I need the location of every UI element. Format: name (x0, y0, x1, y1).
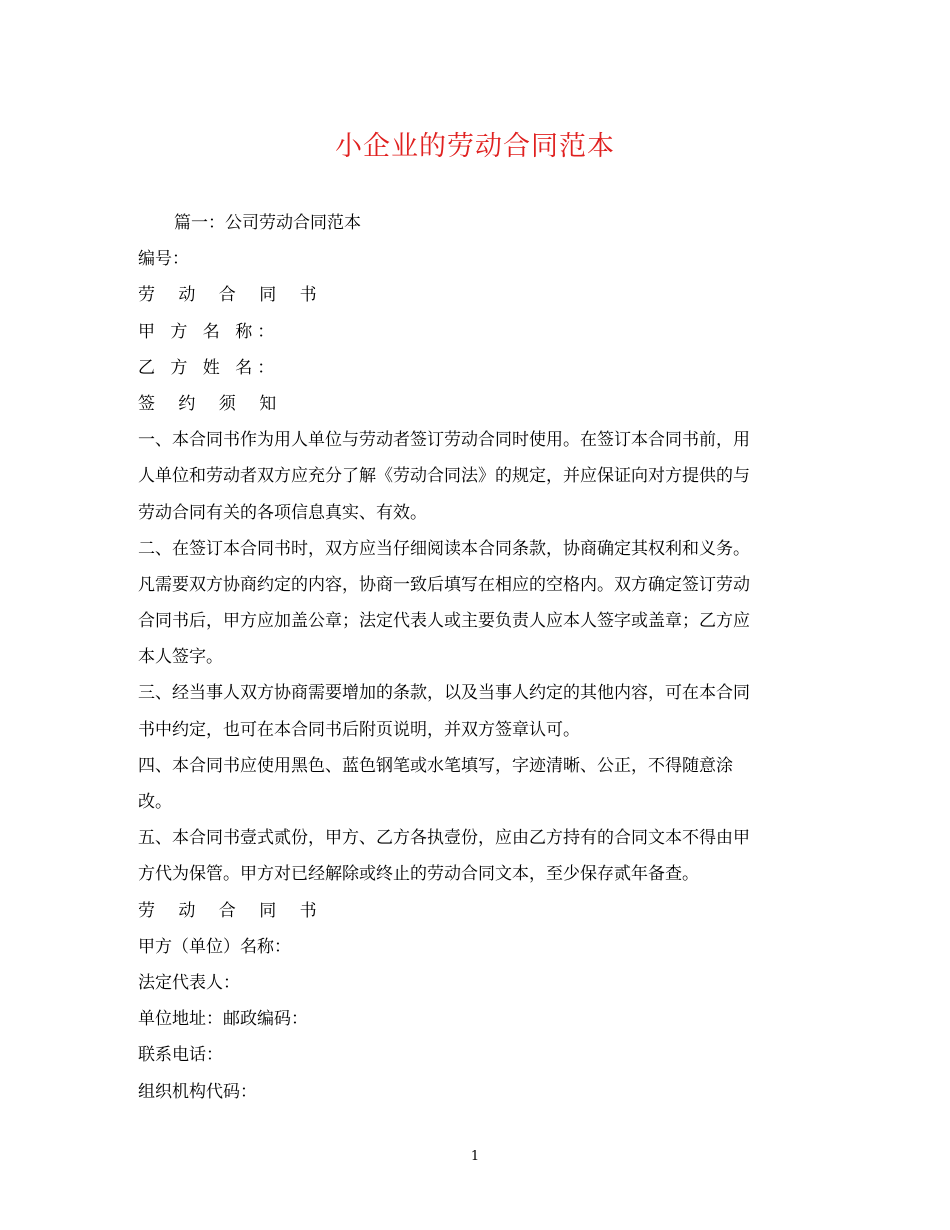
paragraph-line: 二、在签订本合同书时，双方应当仔细阅读本合同条款，协商确定其权利和义务。 (138, 538, 750, 559)
signing-notice-heading: 签 约 须 知 (138, 393, 286, 414)
paragraph-line: 改。 (138, 792, 172, 812)
paragraph-line: 劳动合同有关的各项信息真实、有效。 (138, 502, 427, 523)
paragraph-line: 一、本合同书作为用人单位与劳动者签订劳动合同时使用。在签订本合同书前，用 (138, 430, 750, 451)
field-unit-address: 单位地址：邮政编码： (138, 1009, 308, 1030)
field-organization-code: 组织机构代码： (138, 1081, 257, 1102)
paragraph-line: 本人签字。 (138, 647, 223, 668)
paragraph-line: 三、经当事人双方协商需要增加的条款，以及当事人约定的其他内容，可在本合同 (138, 683, 750, 704)
field-legal-representative: 法定代表人： (138, 972, 240, 993)
field-phone: 联系电话： (138, 1045, 223, 1066)
field-number: 编号： (138, 249, 189, 270)
paragraph-line: 凡需要双方协商约定的内容，协商一致后填写在相应的空格内。双方确定签订劳动 (138, 574, 750, 595)
contract-heading: 劳 动 合 同 书 (138, 285, 326, 306)
field-party-b-name: 乙 方 姓 名： (138, 357, 280, 378)
field-party-a-name: 甲 方 名 称： (138, 321, 280, 342)
page-number: 1 (470, 1149, 480, 1164)
field-party-a-unit-name: 甲方（单位）名称： (138, 936, 291, 957)
paragraph-line: 四、本合同书应使用黑色、蓝色钢笔或水笔填写，字迹清晰、公正，不得随意涂 (138, 755, 733, 776)
paragraph-line: 五、本合同书壹式贰份，甲方、乙方各执壹份，应由乙方持有的合同文本不得由甲 (138, 828, 750, 849)
paragraph-line: 合同书后，甲方应加盖公章；法定代表人或主要负责人应本人签字或盖章；乙方应 (138, 611, 750, 632)
document-body (138, 205, 814, 1110)
section-heading: 篇一：公司劳动合同范本 (174, 213, 361, 233)
paragraph-line: 人单位和劳动者双方应充分了解《劳动合同法》的规定，并应保证向对方提供的与 (138, 466, 750, 487)
paragraph-line: 书中约定，也可在本合同书后附页说明，并双方签章认可。 (138, 719, 580, 740)
paragraph-line: 方代为保管。甲方对已经解除或终止的劳动合同文本，至少保存贰年备查。 (138, 864, 699, 885)
document-title: 小企业的劳动合同范本 (335, 131, 615, 162)
contract-heading: 劳 动 合 同 书 (138, 900, 326, 921)
